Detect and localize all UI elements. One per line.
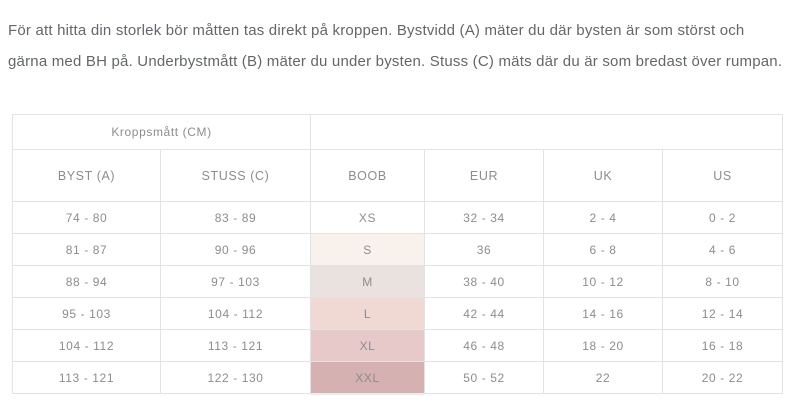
size-table-body [13, 202, 783, 394]
table-row [13, 362, 783, 394]
group-header-empty [311, 115, 783, 150]
column-header-uk: UK [544, 150, 663, 202]
column-header-byst: BYST (A) [13, 150, 161, 202]
cell-eur: 46 - 48 [425, 330, 544, 362]
cell-boob: L [311, 298, 425, 330]
cell-eur: 36 [425, 234, 544, 266]
cell-uk: 6 - 8 [544, 234, 663, 266]
cell-us: 8 - 10 [663, 266, 783, 298]
cell-eur: 42 - 44 [425, 298, 544, 330]
cell-byst: 81 - 87 [13, 234, 161, 266]
column-header-eur: EUR [425, 150, 544, 202]
cell-uk: 14 - 16 [544, 298, 663, 330]
size-chart-table [12, 114, 783, 394]
cell-us: 16 - 18 [663, 330, 783, 362]
cell-stuss: 113 - 121 [161, 330, 311, 362]
cell-byst: 113 - 121 [13, 362, 161, 394]
column-header-boob: BOOB [311, 150, 425, 202]
boob-column-shadow [310, 393, 424, 395]
cell-us: 20 - 22 [663, 362, 783, 394]
cell-stuss: 90 - 96 [161, 234, 311, 266]
column-header-us: US [663, 150, 783, 202]
table-row [13, 234, 783, 266]
cell-boob: XXL [311, 362, 425, 394]
cell-boob: XS [311, 202, 425, 234]
cell-stuss: 97 - 103 [161, 266, 311, 298]
cell-us: 12 - 14 [663, 298, 783, 330]
column-header-row [13, 150, 783, 202]
group-header-row [13, 115, 783, 150]
intro-line-2: gärna med BH på. Underbystmått (B) mäter du under bysten. Stuss (C) mäts där du är som bredast över rumpan. [8, 53, 783, 70]
cell-boob: S [311, 234, 425, 266]
cell-boob: M [311, 266, 425, 298]
table-row [13, 202, 783, 234]
column-header-stuss: STUSS (C) [161, 150, 311, 202]
intro-line-1: För att hitta din storlek bör måtten tas direkt på kroppen. Bystvidd (A) mäter du där bysten är som störst och [8, 22, 745, 39]
size-guide-intro [8, 15, 806, 77]
cell-byst: 74 - 80 [13, 202, 161, 234]
cell-us: 0 - 2 [663, 202, 783, 234]
cell-byst: 88 - 94 [13, 266, 161, 298]
cell-uk: 18 - 20 [544, 330, 663, 362]
cell-eur: 50 - 52 [425, 362, 544, 394]
cell-boob: XL [311, 330, 425, 362]
cell-stuss: 83 - 89 [161, 202, 311, 234]
cell-eur: 32 - 34 [425, 202, 544, 234]
group-header-kroppsmatt: Kroppsmått (CM) [13, 115, 311, 150]
cell-us: 4 - 6 [663, 234, 783, 266]
cell-eur: 38 - 40 [425, 266, 544, 298]
cell-stuss: 104 - 112 [161, 298, 311, 330]
table-row [13, 330, 783, 362]
cell-stuss: 122 - 130 [161, 362, 311, 394]
cell-byst: 104 - 112 [13, 330, 161, 362]
cell-uk: 2 - 4 [544, 202, 663, 234]
cell-uk: 10 - 12 [544, 266, 663, 298]
table-row [13, 298, 783, 330]
table-row [13, 266, 783, 298]
cell-uk: 22 [544, 362, 663, 394]
cell-byst: 95 - 103 [13, 298, 161, 330]
